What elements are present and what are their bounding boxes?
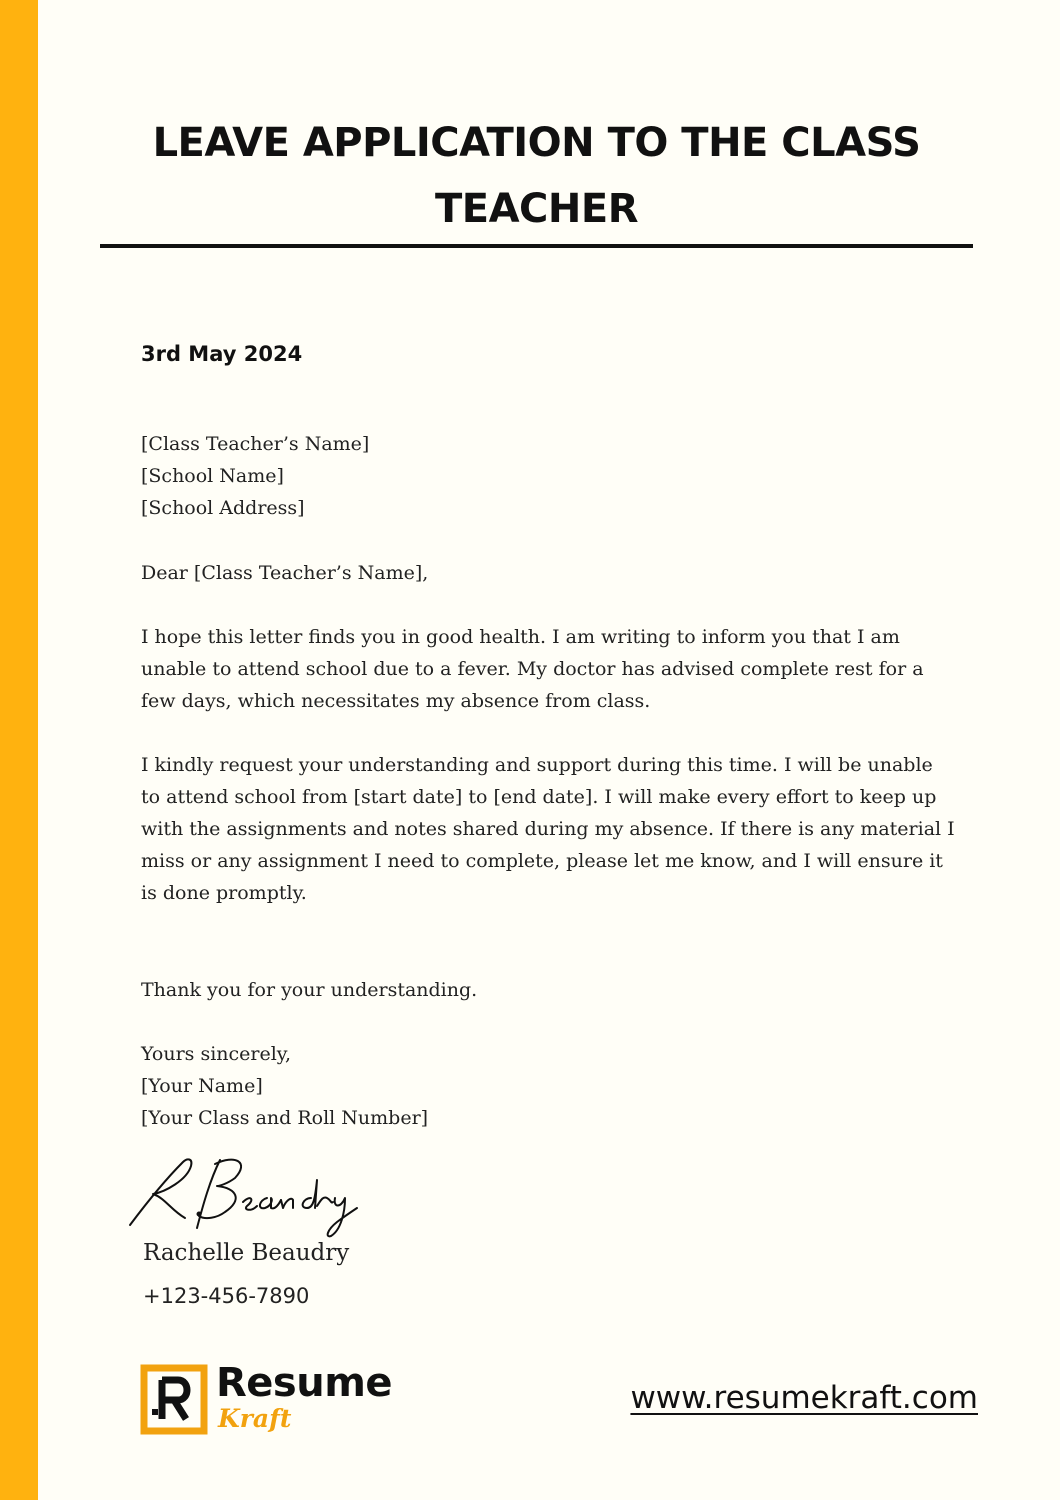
recipient-school: [School Name] xyxy=(141,465,284,487)
resumekraft-logo xyxy=(140,1360,440,1444)
accent-side-stripe xyxy=(0,0,38,1500)
signer-name: Rachelle Beaudry xyxy=(143,1240,350,1266)
recipient-name: [Class Teacher’s Name] xyxy=(141,433,370,455)
recipient-address xyxy=(141,428,971,524)
letter-date: 3rd May 2024 xyxy=(141,342,303,366)
recipient-school-address: [School Address] xyxy=(141,497,305,519)
logo-text-resume: Resume xyxy=(216,1360,393,1406)
thank-you-line: Thank you for your understanding. xyxy=(141,979,478,1001)
closing-block xyxy=(141,1038,971,1134)
logo-text-kraft: Kraft xyxy=(218,1404,292,1433)
salutation: Dear [Class Teacher’s Name], xyxy=(141,562,429,584)
handwritten-signature xyxy=(125,1150,365,1240)
body-paragraph-2: I kindly request your understanding and support during this time. I will be unable to attend school from [start date] to [end date]. I will make every effort to keep up with the assignments and notes shared during my absence. If there is any material I miss or any assignment I need to complete, please let me know, and I will ensure it is done promptly. xyxy=(141,754,955,904)
logo-r-icon xyxy=(140,1364,208,1435)
page-title: LEAVE APPLICATION TO THE CLASS TEACHER xyxy=(152,120,921,232)
sender-class-roll: [Your Class and Roll Number] xyxy=(141,1107,429,1129)
signer-phone: +123-456-7890 xyxy=(143,1284,310,1308)
valediction: Yours sincerely, xyxy=(141,1043,292,1065)
body-paragraph-1: I hope this letter finds you in good health. I am writing to inform you that I am unable to attend school due to a fever. My doctor has advised complete rest for a few days, which necessitates my absence from class. xyxy=(141,626,924,712)
website-link[interactable]: www.resumekraft.com xyxy=(630,1380,978,1416)
title-divider xyxy=(100,244,973,248)
sender-name-placeholder: [Your Name] xyxy=(141,1075,263,1097)
